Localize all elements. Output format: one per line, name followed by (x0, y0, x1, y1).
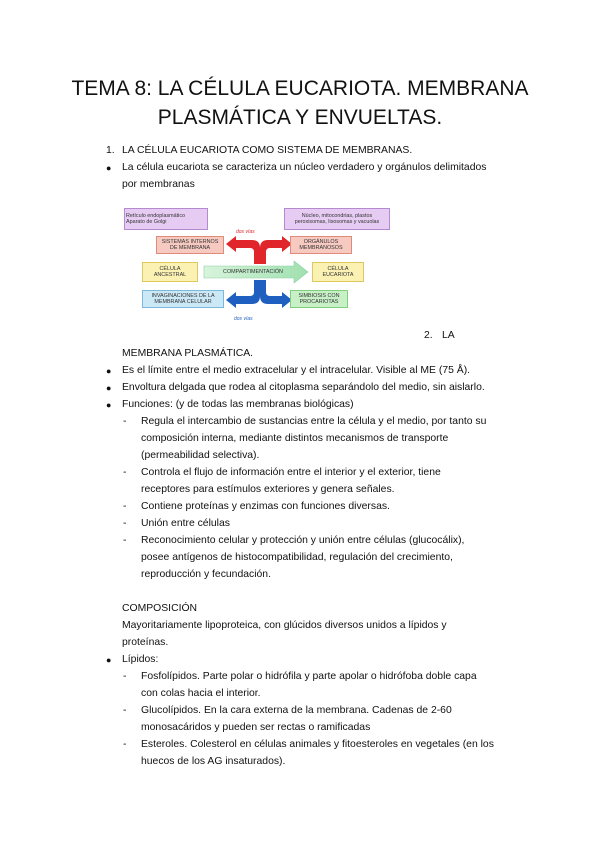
lipid-3-line-1: Esteroles. Colesterol en células animales y fitoesteroles en vegetales (en los (141, 739, 494, 750)
lipid-2-line-1: Glucolípidos. En la cara externa de la membrana. Cadenas de 2-60 (141, 705, 452, 716)
box-bottom-left-line-2: MEMBRANA CELULAR (154, 299, 212, 305)
dash-marker: - (123, 671, 127, 682)
section-1-bullet-line-2: por membranas (122, 179, 195, 190)
box-internal-membranes (156, 236, 224, 254)
box-top-left-line-2: Aparato de Golgi (126, 219, 167, 225)
eukaryote-origin-diagram (116, 204, 396, 328)
box-organelles-line-2: MEMBRANOSOS (299, 245, 343, 251)
function-3-line-1: Contiene proteínas y enzimas con funciones diversas. (141, 501, 390, 512)
box-eukaryote-line-1: CÉLULA (327, 265, 349, 272)
function-5-line-3: reproducción y fecundación. (141, 569, 271, 580)
blue-arrow-down (226, 280, 260, 308)
box-invaginations (142, 290, 224, 308)
box-bottom-right-line-2: PROCARIOTAS (299, 299, 339, 305)
function-1-line-3: (permeabilidad selectiva). (141, 450, 260, 461)
section-1-number: 1. (106, 145, 115, 156)
lipid-1-line-1: Fosfolípidos. Parte polar o hidrófila y parte apolar o hidrófoba doble capa (141, 671, 477, 682)
arrow-top-label: dos vías (236, 229, 255, 235)
box-internal-organelles (124, 208, 208, 230)
page-title (60, 74, 540, 132)
dash-marker: - (123, 705, 127, 716)
box-compartment-label: COMPARTIMENTACIÓN (223, 268, 283, 275)
box-organelles (290, 236, 352, 254)
bullet-icon: ● (106, 655, 112, 665)
bullet-icon: ● (106, 400, 112, 410)
box-bottom-right-line-1: SIMBIOSIS CON (298, 292, 340, 299)
box-ancestral-line-2: ANCESTRAL (153, 272, 187, 278)
box-eukaryote-line-2: EUCARIOTA (322, 272, 354, 278)
title-line-2: PLASMÁTICA Y ENVUELTAS. (157, 106, 443, 129)
bullet-icon: ● (106, 163, 112, 173)
function-1-line-1: Regula el intercambio de sustancias entre la célula y el medio, por tanto su (141, 416, 487, 427)
section-2-number: 2. (424, 330, 433, 341)
lipid-2-line-2: monosacáridos y pueden ser rectas o ramificadas (141, 722, 371, 733)
membrane-bullet-1: Es el límite entre el medio extracelular y el intracelular. Visible al ME (75 Å). (122, 365, 471, 376)
section-1-bullet-line-1: La célula eucariota se caracteriza un núcleo verdadero y orgánulos delimitados (122, 162, 487, 173)
composition-line-2: proteínas. (122, 637, 169, 648)
function-4-line-1: Unión entre células (141, 518, 230, 529)
function-1-line-2: composición interna, mediante distintos mecanismos de transporte (141, 433, 449, 444)
box-eukaryotic-cell (312, 262, 364, 282)
blue-arrow-down-right (260, 280, 292, 308)
function-5-line-1: Reconocimiento celular y protección y unión entre células (glucocálix), (141, 535, 465, 546)
section-1-heading: LA CÉLULA EUCARIOTA COMO SISTEMA DE MEMBRANAS. (122, 145, 413, 156)
red-arrow-up (226, 236, 260, 264)
section-2-heading-start: LA (442, 330, 455, 341)
composition-line-1: Mayoritariamente lipoproteica, con glúcidos diversos unidos a lípidos y (122, 620, 447, 631)
section-2-heading-end: MEMBRANA PLASMÁTICA. (122, 348, 254, 359)
arrow-bottom-label: dos vías (234, 316, 253, 322)
lipid-3-line-2: huecos de los AG insaturados). (141, 756, 286, 767)
box-internal-line-2: DE MEMBRANA (169, 245, 211, 251)
box-top-right-line-2: peroxisomas, lisosomas y vacuolas (294, 219, 380, 225)
box-top-right-line-1: Núcleo, mitocondrias, plastos (301, 212, 373, 219)
dash-marker: - (123, 467, 127, 478)
dash-marker: - (123, 518, 127, 529)
box-internal-line-1: SISTEMAS INTERNOS (161, 238, 219, 245)
box-symbiotic-organelles (284, 208, 390, 230)
box-bottom-left-line-1: INVAGINACIONES DE LA (151, 292, 215, 299)
lipid-1-line-2: con colas hacia el interior. (141, 688, 261, 699)
function-2-line-2: receptores para estímulos exteriores y genera señales. (141, 484, 395, 495)
dash-marker: - (123, 416, 127, 427)
bullet-icon: ● (106, 383, 112, 393)
membrane-bullet-3: Funciones: (y de todas las membranas biológicas) (122, 399, 354, 410)
dash-marker: - (123, 535, 127, 546)
title-line-1: TEMA 8: LA CÉLULA EUCARIOTA. MEMBRANA (71, 77, 529, 100)
bullet-icon: ● (106, 366, 112, 376)
box-compartment (216, 266, 290, 278)
red-arrow-up-right (260, 236, 292, 264)
dash-marker: - (123, 739, 127, 750)
lipids-label: Lípidos: (122, 654, 159, 665)
box-ancestral-line-1: CÉLULA (159, 265, 181, 272)
dash-marker: - (123, 501, 127, 512)
composition-heading: COMPOSICIÓN (122, 603, 198, 614)
function-2-line-1: Controla el flujo de información entre el interior y el exterior, tiene (141, 467, 441, 478)
box-symbiosis (290, 290, 348, 308)
membrane-bullet-2: Envoltura delgada que rodea al citoplasma separándolo del medio, sin aislarlo. (122, 382, 485, 393)
box-ancestral-cell (142, 262, 198, 282)
function-5-line-2: posee antígenos de histocompatibilidad, regulación del crecimiento, (141, 552, 453, 563)
box-top-left-line-1: Retículo endoplasmático (126, 212, 186, 219)
box-organelles-line-1: ORGÁNULOS (303, 238, 339, 245)
